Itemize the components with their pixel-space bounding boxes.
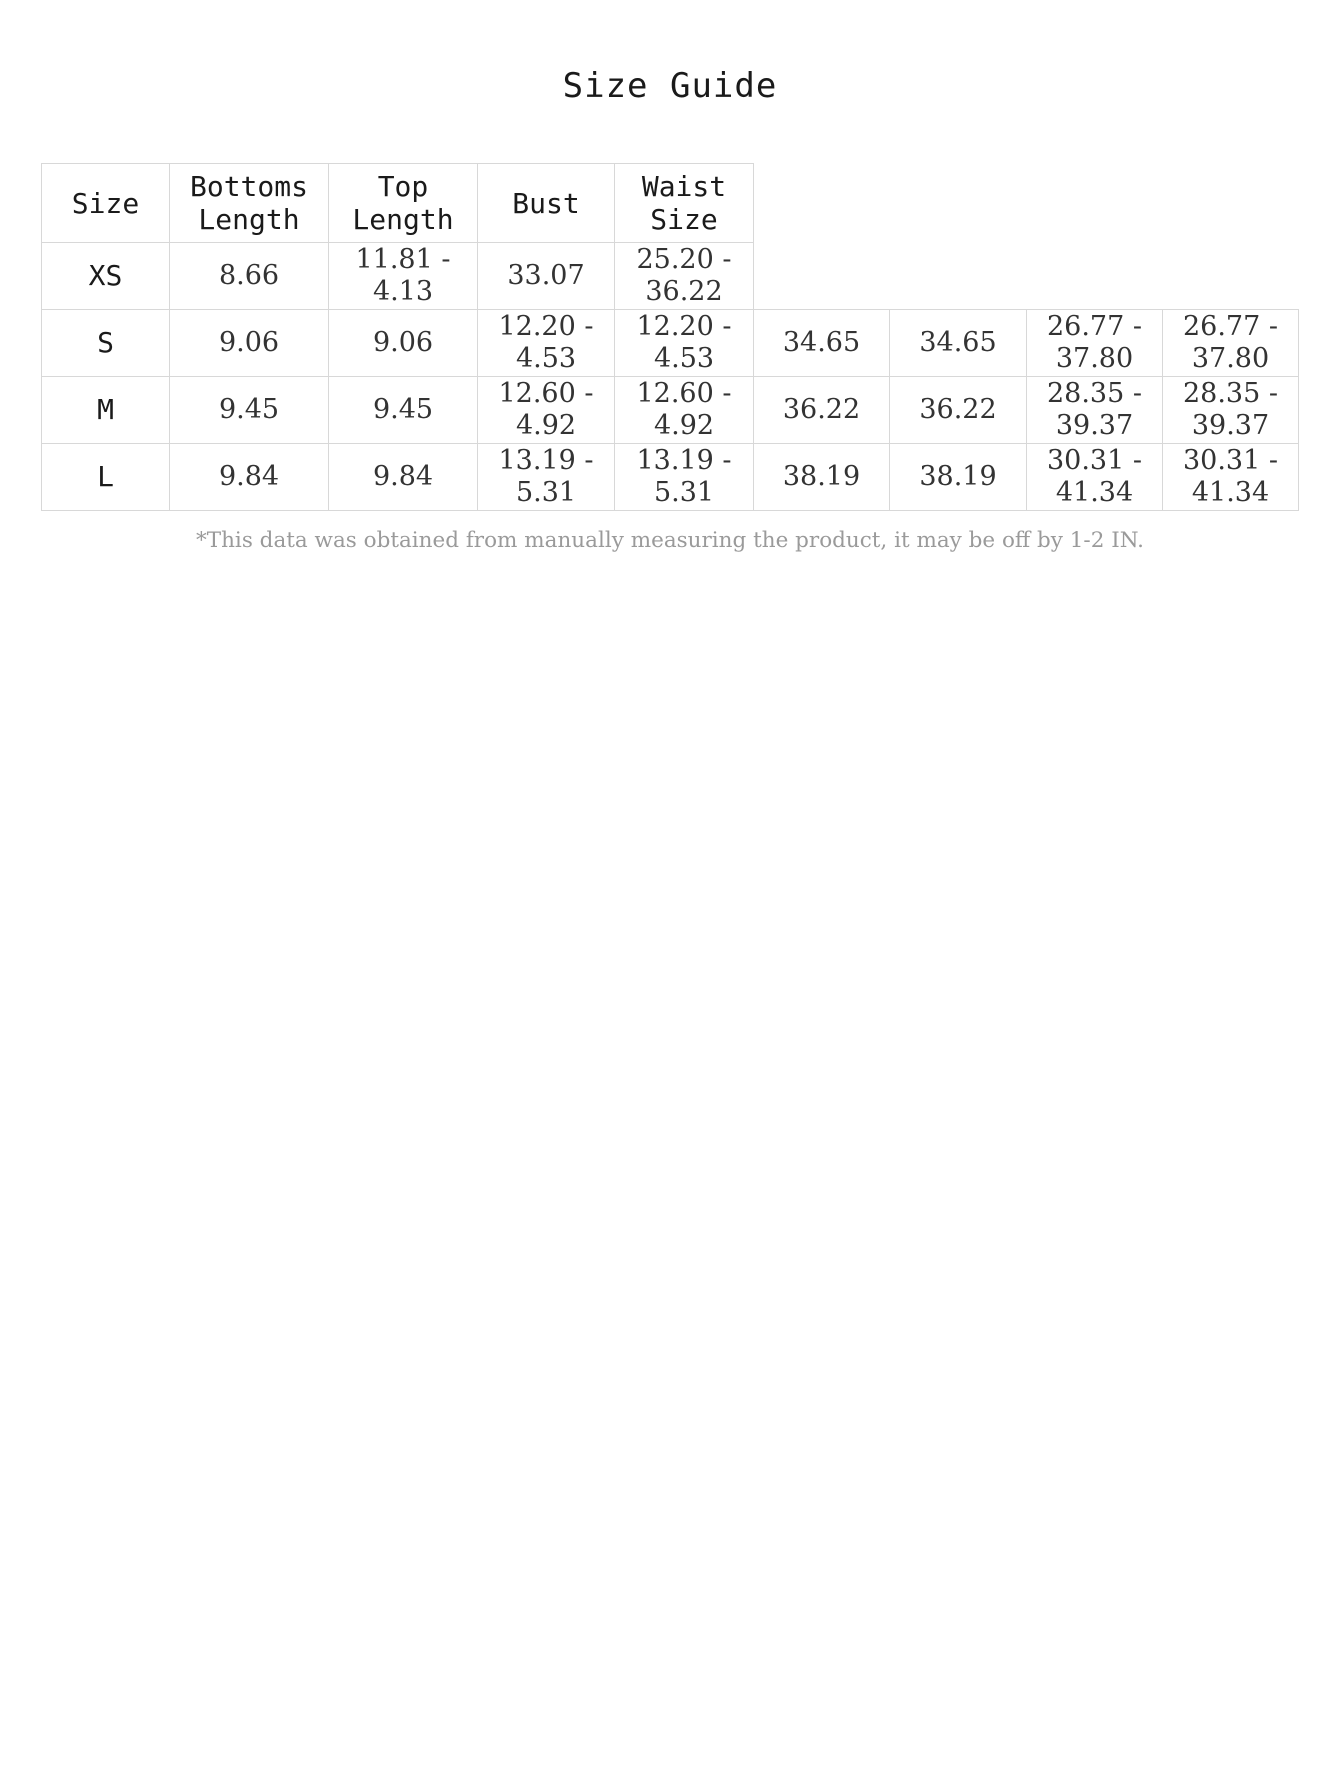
empty-cell (1027, 164, 1163, 243)
measurement-cell: 12.60 - 4.92 (478, 377, 615, 444)
empty-cell (754, 164, 890, 243)
measurement-cell: 33.07 (478, 243, 615, 310)
measurement-cell: 28.35 - 39.37 (1027, 377, 1163, 444)
size-label-cell: L (42, 444, 170, 511)
measurement-cell: 30.31 - 41.34 (1163, 444, 1299, 511)
table-row (42, 243, 1299, 310)
measurement-cell: 26.77 - 37.80 (1027, 310, 1163, 377)
size-label-cell: S (42, 310, 170, 377)
empty-cell (1027, 243, 1163, 310)
header-top-length: Top Length (329, 164, 478, 243)
measurement-cell: 9.84 (170, 444, 329, 511)
measurement-cell: 13.19 - 5.31 (615, 444, 754, 511)
measurement-cell: 34.65 (754, 310, 890, 377)
measurement-cell: 28.35 - 39.37 (1163, 377, 1299, 444)
header-waist-size: Waist Size (615, 164, 754, 243)
measurement-cell: 30.31 - 41.34 (1027, 444, 1163, 511)
measurement-cell: 9.06 (329, 310, 478, 377)
measurement-cell: 9.06 (170, 310, 329, 377)
measurement-cell: 12.20 - 4.53 (615, 310, 754, 377)
header-bust: Bust (478, 164, 615, 243)
measurement-cell: 34.65 (890, 310, 1027, 377)
measurement-cell: 13.19 - 5.31 (478, 444, 615, 511)
size-label-cell: XS (42, 243, 170, 310)
measurement-cell: 38.19 (890, 444, 1027, 511)
measurement-cell: 25.20 - 36.22 (615, 243, 754, 310)
measurement-cell: 38.19 (754, 444, 890, 511)
table-row (42, 377, 1299, 444)
measurement-cell: 8.66 (170, 243, 329, 310)
empty-cell (890, 243, 1027, 310)
measurement-cell: 36.22 (890, 377, 1027, 444)
measurement-cell: 9.45 (329, 377, 478, 444)
header-bottoms-length: Bottoms Length (170, 164, 329, 243)
measurement-cell: 9.45 (170, 377, 329, 444)
size-label-cell: M (42, 377, 170, 444)
table-header-row (42, 164, 1299, 243)
measurement-cell: 26.77 - 37.80 (1163, 310, 1299, 377)
page-title: Size Guide (562, 66, 778, 106)
measurement-cell: 12.60 - 4.92 (615, 377, 754, 444)
measurement-cell: 11.81 - 4.13 (329, 243, 478, 310)
measurement-note: *This data was obtained from manually measuring the product, it may be off by 1-2 IN. (196, 528, 1144, 553)
size-guide-table (41, 163, 1299, 511)
table-row (42, 310, 1299, 377)
header-size: Size (42, 164, 170, 243)
measurement-cell: 36.22 (754, 377, 890, 444)
measurement-cell: 9.84 (329, 444, 478, 511)
empty-cell (754, 243, 890, 310)
empty-cell (890, 164, 1027, 243)
empty-cell (1163, 164, 1299, 243)
empty-cell (1163, 243, 1299, 310)
table-row (42, 444, 1299, 511)
measurement-cell: 12.20 - 4.53 (478, 310, 615, 377)
